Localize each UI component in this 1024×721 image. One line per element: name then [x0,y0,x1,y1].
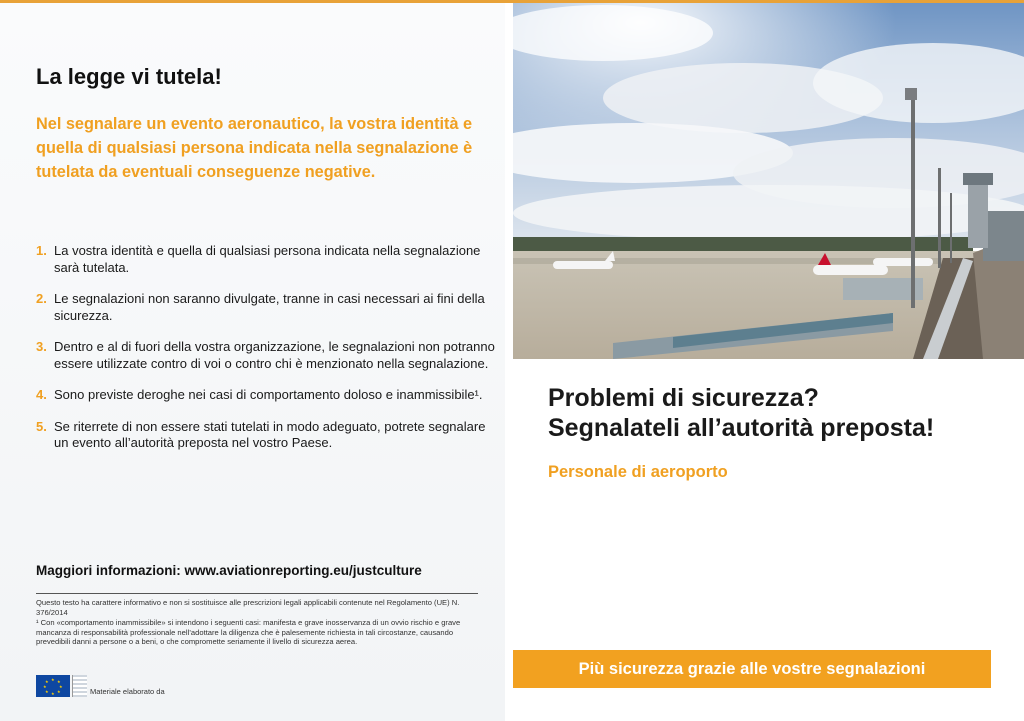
more-info-link[interactable]: Maggiori informazioni: www.aviationreporting.eu/justculture [36,563,422,578]
list-text: Sono previste deroghe nei casi di comportamento doloso e inammissibile¹. [54,387,483,402]
footer-divider [36,593,478,594]
list-number: 1. [36,243,47,258]
headline [548,383,1008,443]
list-item [36,339,496,372]
airport-scene-image [513,3,1024,359]
list-number: 3. [36,339,47,354]
audience-subhead: Personale di aeroporto [548,463,728,481]
list-text: La vostra identità e quella di qualsiasi persona indicata nella segnalazione sarà tutelata. [54,243,481,275]
slogan-banner [513,650,991,688]
list-item [36,419,496,452]
intro-text: Nel segnalare un evento aeronautico, la vostra identità e quella di qualsiasi persona indicata nella segnalazione è tutelata da eventuali conseguenze negative. [36,115,473,181]
page-title: La legge vi tutela! [36,64,222,89]
list-text: Le segnalazioni non saranno divulgate, tranne in casi necessari ai fini della sicurezza. [54,291,485,323]
eu-flag-logo: ★ ★ ★ ★ ★ ★ ★ ★ [36,675,70,697]
list-text: Dentro e al di fuori della vostra organizzazione, le segnalazioni non potranno essere utilizzate contro di voi o contro chi è menzionato nella segnalazione. [54,339,495,371]
protection-list [36,243,496,467]
credit-text: Materiale elaborato da [90,687,165,696]
list-number: 4. [36,387,47,402]
disclaimer-text: Questo testo ha carattere informativo e non si sostituisce alle prescrizioni legali applicabili contenute nel Regolamento (UE) N. 376/2014 [36,598,460,617]
list-item [36,243,496,276]
list-item [36,387,496,404]
list-text: Se riterrete di non essere stati tutelati in modo adeguato, potrete segnalare un evento all’autorità preposta nel vostro Paese. [54,418,486,450]
headline-line-1: Problemi di sicurezza? [548,384,819,412]
commission-logo [72,675,87,697]
list-item [36,291,496,324]
headline-line-2: Segnalateli all’autorità preposta! [548,414,935,442]
list-number: 5. [36,418,47,434]
list-number: 2. [36,291,47,306]
footnote-text: ¹ Con «comportamento inammissibile» si intendono i seguenti casi: manifesta e grave inosservanza di un ovvio rischio e grave mancanza di responsabilità professionale nell’adottare la diligenza che è palesemente richiesta in tali circostanze, causando prevedibili danni a persone o a beni, o che compromette seriamente il livello di sicurezza aerea. [36,618,461,646]
airport-photo [513,3,1024,359]
slogan-text: Più sicurezza grazie alle vostre segnalazioni [578,659,926,678]
